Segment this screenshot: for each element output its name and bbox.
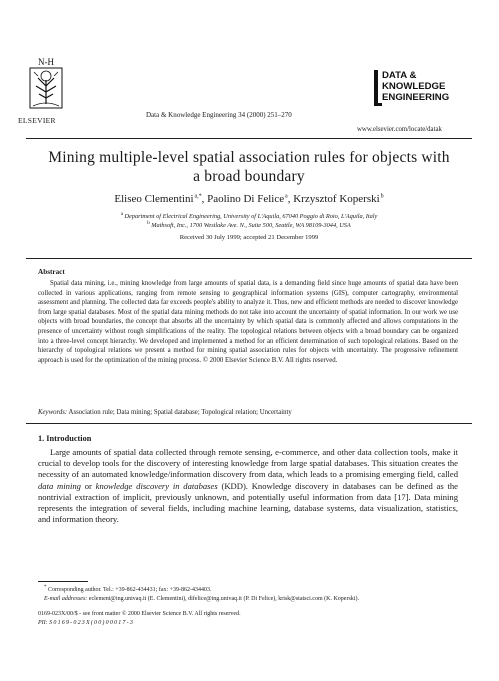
author-name: Krzysztof Koperski — [293, 193, 380, 205]
intro-paragraph — [38, 447, 458, 525]
intro-or: or — [80, 480, 96, 491]
footnote-emails — [38, 595, 468, 604]
affiliation-mark: a — [120, 212, 123, 217]
abstract-heading: Abstract — [38, 268, 65, 276]
abstract-text: Spatial data mining, i.e., mining knowledge from large amounts of spatial data, is a demanding field since huge amounts of spatial data have been collected in various applications, ranging from remote sensing to geographical information systems (GIS), computer cartography, environmental assessment and planning. The collected data far exceeds people's ability to analyze it. Thus, new and efficient methods are needed to discover knowledge from large spatial databases. Most of the spatial data mining methods do not take into account the uncertainty of spatial information. In our work we use objects with broad boundaries, the concept that absorbs all the uncertainty by which spatial data is commonly affected and allows computations in the presence of uncertainty without rough simplifications of the reality. The topological relations between objects with a broad boundary can be organized into a three-level concept hierarchy. We developed and implemented a method for an efficient determination of such topological relations. Based on the hierarchy of topological relations we present a method for mining spatial association rules for objects with uncertainty. The progressive refinement approach is used for the optimization of the mining process. © 2000 Elsevier Science B.V. All rights reserved. — [38, 280, 458, 364]
abstract-top-rule — [26, 258, 472, 259]
keywords-label: Keywords: — [38, 409, 68, 416]
brand-line-3: ENGINEERING — [382, 92, 450, 103]
footnote-corresponding — [38, 584, 468, 595]
email-label: E-mail addresses: — [44, 595, 88, 602]
publisher-name: ELSEVIER — [18, 116, 56, 125]
term-data-mining: data mining — [38, 480, 81, 491]
header-rule — [26, 138, 472, 139]
author-list — [26, 193, 472, 205]
intro-text-end: (KDD). Knowledge discovery in databases can be defined as the nontrivial extraction of implicit, previously unknown, and potentially useful information from data [17]. Data mining represents the integration of several fields, including machine learning, database systems, data visualization, statistics, and information theory. — [38, 480, 458, 525]
pii-label: PII: — [38, 619, 48, 626]
intro-text-start: Large amounts of spatial data collected through remote sensing, e-commerce, and other data collection tools, make it crucial to develop tools for the discovery of interesting knowledge from large spatial databases. This situation creates the necessity of an automated knowledge/information discovery from data, which leads to a promising emerging field, called — [38, 447, 458, 480]
affiliation-text: Department of Electrical Engineering, University of L'Aquila, 67040 Poggio di Roio, L'Aquila, Italy — [124, 213, 378, 221]
brand-line-1: DATA & — [382, 70, 417, 81]
footnote-mark: * — [44, 585, 47, 590]
title-line-2: a broad boundary — [193, 168, 305, 185]
author-separator: , — [201, 193, 208, 205]
affiliation-text: Mathsoft, Inc., 1700 Westlake Ave. N., Suite 500, Seattle, WA 98109-3044, USA — [151, 222, 351, 230]
pii-value: S0169-023X(00)00017-3 — [49, 619, 135, 626]
issn-line: 0169-023X/00/$ - see front matter © 2000 Elsevier Science B.V. All rights reserved. — [38, 611, 241, 617]
footnotes — [38, 584, 468, 603]
affiliation — [26, 220, 472, 230]
brand-name — [378, 70, 449, 103]
author-marks: b — [380, 193, 384, 200]
author-marks: a — [285, 193, 288, 200]
keywords — [38, 409, 458, 416]
elsevier-logo — [18, 56, 74, 125]
pii-line — [38, 619, 241, 628]
article-title — [26, 148, 472, 186]
abstract-bottom-rule — [26, 423, 472, 424]
corresponding-author: Corresponding author. Tel.: +39-862-434431; fax: +39-862-434403. — [48, 587, 212, 593]
logo-monogram: N-H — [38, 57, 54, 67]
received-dates: Received 30 July 1999; accepted 21 December 1999 — [179, 234, 319, 241]
journal-header — [0, 0, 499, 140]
author-marks: a,* — [194, 193, 202, 200]
footnote-rule — [38, 581, 88, 582]
brand-line-2: KNOWLEDGE — [382, 81, 446, 92]
journal-citation: Data & Knowledge Engineering 34 (2000) 251–270 — [146, 111, 292, 119]
title-line-1: Mining multiple-level spatial association rules for objects with — [48, 149, 450, 166]
imprint — [38, 610, 241, 627]
author-separator: , — [287, 193, 294, 205]
journal-url[interactable]: www.elsevier.com/locate/datak — [357, 126, 442, 133]
affiliation-mark: b — [147, 221, 150, 226]
term-kdd: knowledge discovery in databases — [95, 480, 218, 491]
elsevier-tree-emblem — [24, 56, 68, 114]
author-name: Eliseo Clementini — [114, 193, 194, 205]
author-name: Paolino Di Felice — [207, 193, 285, 205]
email-addresses: eclement@ing.univaq.it (E. Clementini), difelice@ing.univaq.it (P. Di Felice), krisk@statsci.com (K. Koperski). — [88, 595, 359, 602]
keywords-list: Association rule; Data mining; Spatial database; Topological relation; Uncertainty — [68, 409, 292, 416]
section-heading: 1. Introduction — [38, 434, 92, 443]
